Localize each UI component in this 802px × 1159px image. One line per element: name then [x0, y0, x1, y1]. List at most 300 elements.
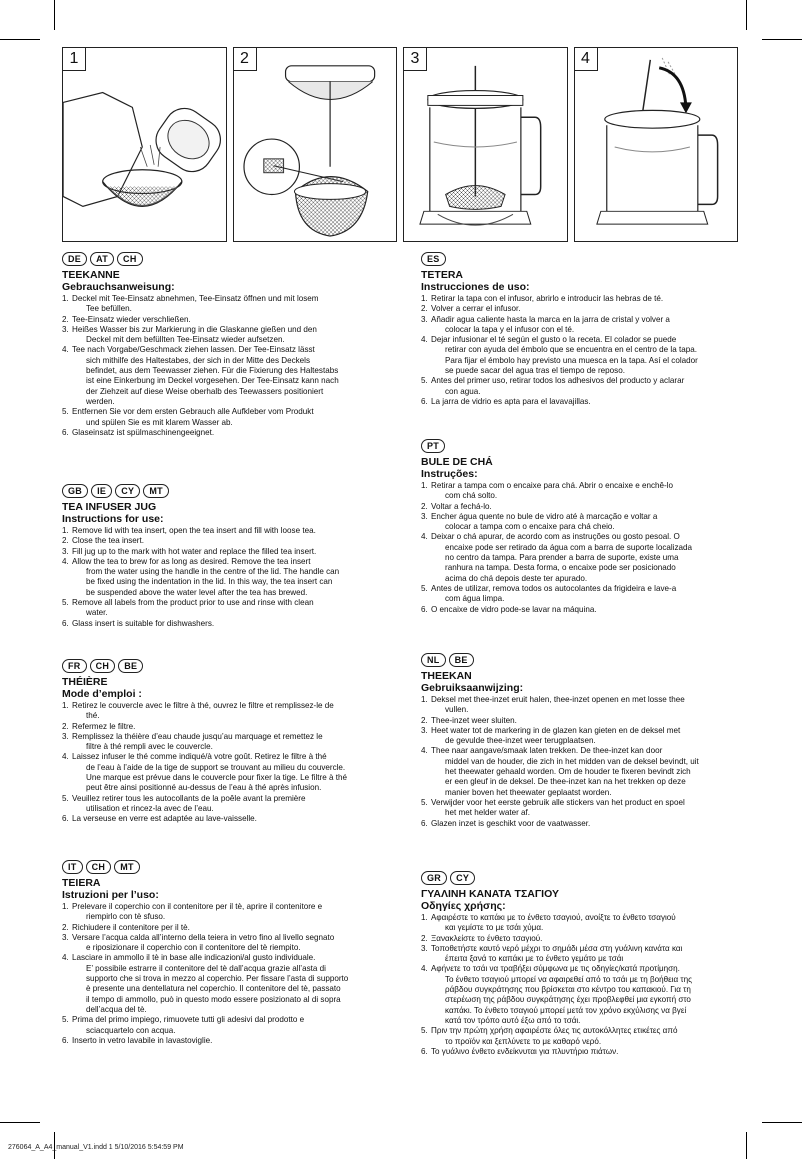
- item-number: 5.: [62, 598, 69, 608]
- item-text: Deixar o chá apurar, de acordo com as instruções ou gosto pesoal. O: [431, 532, 680, 542]
- panel-number: 1: [63, 48, 86, 71]
- item-text: Tee nach Vorgabe/Geschmack ziehen lassen. Der Tee-Einsatz lässt: [72, 345, 315, 355]
- item-text: Heet water tot de markering in de glazen kan gieten en de deksel met: [431, 725, 681, 735]
- list-item: [62, 902, 382, 923]
- list-item: [62, 933, 382, 954]
- country-code-badge: IT: [62, 860, 83, 874]
- item-number: 1.: [62, 701, 69, 710]
- list-item: [421, 913, 741, 934]
- item-text: [431, 726, 741, 747]
- item-text: La jarra de vidrio es apta para el lavavajillas.: [431, 396, 591, 406]
- item-text: Verwijder voor het eerste gebruik alle stickers van het product en spoel: [431, 797, 685, 807]
- list-item: [62, 294, 382, 315]
- item-text: [431, 695, 741, 716]
- country-code-badge: AT: [90, 252, 114, 266]
- item-text: Τοποθετήστε καυτό νερό μέχρι το σημάδι μέσα στη γυάλινη κανάτα και: [431, 943, 683, 953]
- item-text: thé.: [86, 711, 100, 721]
- print-slug: 276064_A_A4_manual_V1.indd 1 5/10/2016 5:54:59 PM: [8, 1144, 184, 1151]
- item-text: [72, 325, 382, 346]
- item-text: vullen.: [445, 705, 469, 715]
- item-text: Deckel mit dem befüllten Tee-Einsatz wieder aufsetzen.: [86, 335, 285, 345]
- item-text: Volver a cerrar el infusor.: [431, 304, 521, 314]
- item-text: Deksel met thee-inzet eruit halen, thee-inzet openen en met losse thee: [431, 695, 685, 704]
- panel-number: 2: [234, 48, 257, 71]
- item-text: il tempo di ammollo, può in questo modo essere posizionato al di sopra: [86, 994, 341, 1004]
- section-subtitle: Gebruiksaanwijzing:: [421, 682, 524, 694]
- section-title: THEEKAN: [421, 670, 472, 682]
- item-text: no centro da tampa. Para prender a barra de suporte, existe uma: [445, 553, 679, 563]
- item-text: peut être ainsi positionné au-dessus de l’eau à thé après infusion.: [86, 783, 322, 793]
- item-text: dell’acqua del tè.: [86, 1004, 147, 1014]
- list-item: [62, 701, 382, 722]
- item-number: 5.: [62, 1015, 69, 1025]
- item-number: 1.: [62, 294, 69, 303]
- list-item: [421, 819, 741, 829]
- item-text: Añadir agua caliente hasta la marca en la jarra de cristal y volver a: [431, 314, 670, 324]
- item-text: middel van de houder, die zich in het midden van de deksel bevindt, uit: [445, 756, 699, 766]
- list-item: [421, 605, 741, 615]
- item-text: Fill jug up to the mark with hot water and replace the filled tea insert.: [72, 546, 317, 556]
- item-text: Dejar infusionar el té según el gusto o la receta. El colador se puede: [431, 335, 677, 345]
- country-codes: [421, 439, 741, 453]
- item-text: com água limpa.: [445, 594, 505, 604]
- list-item: [62, 732, 382, 753]
- item-number: 2.: [421, 933, 428, 943]
- item-text: [431, 913, 741, 934]
- list-item: [421, 304, 741, 314]
- item-number: 3.: [421, 511, 428, 521]
- item-text: befindet, aus dem Teewasser ziehen. Für die Fixierung des Haltestabs: [86, 366, 339, 376]
- item-text: colocar a tampa com o encaixe para chá cheio.: [445, 522, 615, 532]
- country-code-badge: CY: [450, 871, 475, 885]
- list-item: [62, 722, 382, 732]
- item-text: κατά τον τρόπο αυτό έξω από το τσάι.: [445, 1015, 581, 1025]
- item-number: 3.: [62, 932, 69, 942]
- illustration-strip: [62, 47, 738, 242]
- item-number: 6.: [62, 427, 69, 437]
- list-item: [421, 532, 741, 583]
- item-text: La verseuse en verre est adaptée au lave-vaisselle.: [72, 814, 257, 824]
- item-text: Tee befüllen.: [86, 304, 132, 314]
- item-number: 6.: [421, 818, 428, 828]
- country-codes: [62, 484, 382, 498]
- item-text: το προϊόν και ξεπλύνετε το με καθαρό νερό.: [445, 1036, 602, 1046]
- item-text: Veuillez retirer tous les autocollants de la poêle avant la première: [72, 793, 306, 803]
- country-codes: [62, 659, 382, 673]
- item-text: [431, 481, 741, 502]
- country-codes: [62, 252, 382, 266]
- country-code-badge: GR: [421, 871, 447, 885]
- item-number: 2.: [62, 922, 69, 932]
- item-number: 5.: [421, 1026, 428, 1036]
- tea-jug-brewing-illustration: [404, 48, 567, 241]
- item-text: Inserto in vetro lavabile in lavastoviglie.: [72, 1035, 213, 1045]
- item-text: [72, 732, 382, 753]
- list-item: [421, 934, 741, 944]
- list-item: [421, 1047, 741, 1057]
- item-text: [431, 315, 741, 336]
- section-title: TEEKANNE: [62, 269, 120, 281]
- item-text: water.: [86, 608, 108, 618]
- country-code-badge: FR: [62, 659, 87, 673]
- item-text: colocar la tapa y el infusor con el té.: [445, 324, 575, 334]
- item-text: Close the tea insert.: [72, 536, 144, 546]
- section-title: BULE DE CHÁ: [421, 456, 493, 468]
- list-item: [62, 1036, 382, 1046]
- item-text: und spülen Sie es mit klarem Wasser ab.: [86, 417, 233, 427]
- item-text: Retirar a tampa com o encaixe para chá. Abrir o encaixe e enchê-lo: [431, 481, 674, 490]
- crop-mark: [54, 0, 55, 30]
- item-number: 5.: [62, 407, 69, 417]
- item-number: 4.: [421, 532, 428, 542]
- item-text: sich mithilfe des Haltestabes, der sich in der Mitte des Deckels: [86, 355, 311, 365]
- item-text: supporto che si trova in mezzo al coperchio. Per fissare l’asta di supporto: [86, 974, 349, 984]
- list-item: [62, 345, 382, 407]
- item-text: Versare l’acqua calda all’interno della teiera in vetro fino al livello segnato: [72, 932, 335, 942]
- list-item: [62, 619, 382, 629]
- item-text: καπάκι. Το ένθετο τσαγιού μπορεί μετά τον χρόνο εκχύλισης να βγεί: [445, 1005, 687, 1015]
- instruction-list: [421, 913, 741, 1057]
- item-text: riempirlo con tè sfuso.: [86, 912, 166, 922]
- section-subtitle: Instrucciones de uso:: [421, 281, 530, 293]
- item-text: Remplissez la théière d’eau chaude jusqu’au marquage et remettez le: [72, 731, 323, 741]
- item-text: E’ possibile estrarre il contenitore del tè dall’acqua grazie all’asta di: [86, 963, 326, 973]
- item-text: Lasciare in ammollo il tè in base alle indicazioni/al gusto individuale.: [72, 953, 316, 963]
- item-text: [431, 1026, 741, 1047]
- item-text: Encher água quente no bule de vidro até à marcação e voltar a: [431, 511, 658, 521]
- list-item: [421, 726, 741, 747]
- instruction-list: [62, 902, 382, 1046]
- instruction-list: [421, 481, 741, 615]
- item-text: Retirez le couvercle avec le filtre à thé, ouvrez le filtre et remplissez-le de: [72, 701, 334, 710]
- item-text: [431, 798, 741, 819]
- item-text: Retirar la tapa con el infusor, abrirlo e introducir las hebras de té.: [431, 294, 664, 303]
- item-text: [72, 557, 382, 598]
- item-text: Une marque est prévue dans le couvercle pour fixer la tige. Le filtre à thé: [86, 773, 347, 783]
- list-item: [421, 695, 741, 716]
- list-item: [62, 325, 382, 346]
- list-item: [62, 814, 382, 824]
- item-text: se puede sacar del agua tras el tiempo de reposo.: [445, 366, 625, 376]
- item-number: 2.: [62, 536, 69, 546]
- country-code-badge: CH: [117, 252, 143, 266]
- item-text: het theewater gehaald worden. Om de houder te fixeren bevindt zich: [445, 767, 691, 777]
- section-subtitle: Οδηγίες χρήσης:: [421, 900, 506, 912]
- crop-mark: [762, 39, 802, 40]
- country-code-badge: IE: [91, 484, 112, 498]
- item-text: [72, 345, 382, 407]
- section-fr: [62, 659, 382, 825]
- item-text: Glazen inzet is geschikt voor de vaatwasser.: [431, 818, 591, 828]
- item-number: 1.: [421, 294, 428, 303]
- item-text: from the water using the handle in the centre of the lid. The handle can: [86, 567, 340, 577]
- item-text: de l’eau à l’aide de la tige de support se trouvant au milieu du couvercle.: [86, 762, 346, 772]
- list-item: [421, 397, 741, 407]
- list-item: [62, 794, 382, 815]
- item-text: [431, 376, 741, 397]
- section-subtitle: Mode d’emploi :: [62, 688, 142, 700]
- panel-number: 4: [575, 48, 598, 71]
- item-text: Para fijar el émbolo hay previsto una muesca en la tapa. Así el colador: [445, 355, 698, 365]
- country-code-badge: BE: [449, 653, 474, 667]
- country-codes: [421, 871, 741, 885]
- list-item: [62, 923, 382, 933]
- section-gr: [421, 871, 741, 1057]
- country-code-badge: DE: [62, 252, 87, 266]
- list-item: [62, 407, 382, 428]
- item-text: Tee-Einsatz wieder verschließen.: [72, 314, 191, 324]
- list-item: [421, 376, 741, 397]
- item-text: Αφήνετε το τσάι να τραβήξει σύμφωνα με τις οδηγίες/κατά προτίμηση.: [431, 964, 680, 974]
- tea-infuser-close-illustration: [234, 48, 397, 241]
- item-number: 4.: [421, 335, 428, 345]
- item-number: 4.: [62, 953, 69, 963]
- item-text: [431, 746, 741, 797]
- country-code-badge: GB: [62, 484, 88, 498]
- item-text: [431, 944, 741, 965]
- item-text: Thee-inzet weer sluiten.: [431, 715, 517, 725]
- item-number: 4.: [62, 556, 69, 566]
- item-text: Πριν την πρώτη χρήση αφαιρέστε όλες τις αυτοκόλλητες ετικέτες από: [431, 1026, 678, 1036]
- item-text: der Ziehzeit auf diese Weise oberhalb des Teewassers positioniert: [86, 386, 324, 396]
- item-text: [72, 407, 382, 428]
- item-text: è presente una dentellatura nel coperchio. Il contenitore del tè, passato: [86, 984, 341, 994]
- crop-mark: [0, 39, 40, 40]
- section-gb: [62, 484, 382, 629]
- list-item: [62, 1015, 382, 1036]
- item-text: Glass insert is suitable for dishwashers.: [72, 618, 215, 628]
- section-subtitle: Istruzioni per l’uso:: [62, 889, 159, 901]
- item-text: Prima del primo impiego, rimuovete tutti gli adesivi dal prodotto e: [72, 1015, 305, 1025]
- item-text: het met helder water af.: [445, 808, 531, 818]
- item-text: e riposizionare il coperchio con il contenitore del tè riempito.: [86, 943, 301, 953]
- item-number: 2.: [421, 501, 428, 511]
- item-text: Allow the tea to brew for as long as desired. Remove the tea insert: [72, 556, 311, 566]
- country-code-badge: NL: [421, 653, 446, 667]
- country-codes: [421, 252, 741, 266]
- item-number: 3.: [421, 314, 428, 324]
- item-text: [72, 1015, 382, 1036]
- list-item: [421, 512, 741, 533]
- crop-mark: [762, 1122, 802, 1123]
- list-item: [62, 557, 382, 598]
- item-number: 4.: [62, 345, 69, 355]
- item-text: Remove all labels from the product prior to use and rinse with clean: [72, 598, 314, 608]
- item-text: [431, 584, 741, 605]
- item-text: Thee naar aangave/smaak laten trekken. De thee-inzet kan door: [431, 746, 663, 756]
- item-number: 6.: [62, 618, 69, 628]
- item-number: 2.: [421, 715, 428, 725]
- list-item: [62, 536, 382, 546]
- instruction-list: [421, 294, 741, 407]
- item-text: Το ένθετο τσαγιού μπορεί να αφαιρεθεί από το τσάι με τη βοήθεια της: [445, 974, 693, 984]
- item-text: manier boven het theewater geplaatst worden.: [445, 787, 612, 797]
- country-code-badge: CY: [115, 484, 140, 498]
- instruction-list: [62, 526, 382, 629]
- item-text: com chá solto.: [445, 491, 498, 501]
- item-text: [72, 752, 382, 793]
- item-text: Refermez le filtre.: [72, 721, 136, 731]
- item-number: 3.: [421, 943, 428, 953]
- item-text: acima do chá depois deste ter apurado.: [445, 573, 588, 583]
- item-text: έπειτα ξανά το καπάκι με το ένθετο γεμάτο με τσάι: [445, 954, 624, 964]
- section-it: [62, 860, 382, 1046]
- item-text: και γεμίστε το με τσάι χύμα.: [445, 923, 544, 933]
- section-title: TETERA: [421, 269, 463, 281]
- item-number: 5.: [421, 797, 428, 807]
- section-subtitle: Instructions for use:: [62, 513, 164, 525]
- illustration-panel-2: [233, 47, 398, 242]
- item-number: 3.: [62, 731, 69, 741]
- item-number: 5.: [421, 376, 428, 386]
- item-text: Voltar a fechá-lo.: [431, 501, 492, 511]
- item-text: utilisation et rincez-la avec de l’eau.: [86, 803, 214, 813]
- list-item: [421, 315, 741, 336]
- country-code-badge: CH: [90, 659, 116, 673]
- item-number: 4.: [62, 752, 69, 762]
- tea-infuser-open-illustration: [63, 48, 226, 241]
- item-text: be fixed using the indentation in the lid. In this way, the tea insert can: [86, 577, 333, 587]
- section-title: TEA INFUSER JUG: [62, 501, 157, 513]
- item-text: Remove lid with tea insert, open the tea insert and fill with loose tea.: [72, 526, 316, 535]
- item-text: Entfernen Sie vor dem ersten Gebrauch alle Aufkleber vom Produkt: [72, 407, 314, 417]
- instruction-list: [62, 701, 382, 825]
- panel-number: 3: [404, 48, 427, 71]
- crop-mark: [746, 1132, 747, 1159]
- section-pt: [421, 439, 741, 615]
- list-item: [62, 752, 382, 793]
- section-subtitle: Gebrauchsanweisung:: [62, 281, 175, 293]
- item-text: Antes de utilizar, remova todos os autocolantes da frigideira e lave-a: [431, 583, 677, 593]
- section-title: THÉIÈRE: [62, 676, 108, 688]
- list-item: [421, 481, 741, 502]
- list-item: [62, 598, 382, 619]
- country-code-badge: MT: [143, 484, 169, 498]
- item-number: 1.: [62, 526, 69, 535]
- item-text: de gevulde thee-inzet weer terugplaatsen.: [445, 736, 596, 746]
- item-text: [72, 294, 382, 315]
- item-text: be suspended above the water level after the tea has brewed.: [86, 587, 308, 597]
- illustration-panel-3: [403, 47, 568, 242]
- item-number: 2.: [62, 314, 69, 324]
- item-text: Richiudere il contenitore per il tè.: [72, 922, 190, 932]
- item-number: 3.: [421, 725, 428, 735]
- item-number: 4.: [421, 964, 428, 974]
- item-text: ist eine Einkerbung im Deckel vorgesehen. Der Tee-Einsatz kann nach: [86, 376, 339, 386]
- list-item: [62, 526, 382, 536]
- list-item: [421, 584, 741, 605]
- item-text: ράβδου συγκράτησης που βρίσκεται στο κέντρο του καπακιού. Για τη: [445, 985, 691, 995]
- item-text: [72, 598, 382, 619]
- list-item: [421, 964, 741, 1026]
- instruction-list: [62, 294, 382, 438]
- item-number: 5.: [62, 793, 69, 803]
- section-title: ΓΥΑΛΙΝΗ ΚΑΝΑΤΑ ΤΣΑΓΙΟΥ: [421, 888, 559, 900]
- crop-mark: [0, 1122, 40, 1123]
- section-de: [62, 252, 382, 438]
- list-item: [421, 1026, 741, 1047]
- item-text: [431, 532, 741, 583]
- item-number: 6.: [421, 604, 428, 614]
- country-code-badge: PT: [421, 439, 445, 453]
- item-number: 3.: [62, 324, 69, 334]
- country-code-badge: CH: [86, 860, 112, 874]
- item-number: 6.: [421, 396, 428, 406]
- list-item: [62, 547, 382, 557]
- item-number: 2.: [62, 721, 69, 731]
- item-text: [72, 701, 382, 722]
- country-code-badge: MT: [114, 860, 140, 874]
- item-text: [72, 933, 382, 954]
- list-item: [421, 746, 741, 797]
- item-number: 1.: [421, 913, 428, 922]
- crop-mark: [746, 0, 747, 30]
- item-text: encaixe pode ser retirado da água com a barra de suporte localizada: [445, 542, 693, 552]
- country-codes: [62, 860, 382, 874]
- list-item: [421, 798, 741, 819]
- item-text: [431, 335, 741, 376]
- item-text: στερέωση της ράβδου συγκράτησης έχει προβλεφθεί μια εγκοπή στο: [445, 995, 691, 1005]
- item-number: 1.: [62, 902, 69, 911]
- item-number: 3.: [62, 546, 69, 556]
- item-number: 5.: [421, 583, 428, 593]
- item-text: Antes del primer uso, retirar todos los adhesivos del producto y aclarar: [431, 376, 685, 386]
- item-number: 6.: [421, 1046, 428, 1056]
- item-text: [431, 964, 741, 1026]
- item-text: Heißes Wasser bis zur Markierung in die Glaskanne gießen und den: [72, 324, 317, 334]
- item-text: Laissez infuser le thé comme indiqué/à votre goût. Retirez le filtre à thé: [72, 752, 327, 762]
- item-text: Το γυάλινο ένθετο ενδείκνυται για πλυντήριο πιάτων.: [431, 1046, 619, 1056]
- item-number: 2.: [421, 304, 428, 314]
- country-code-badge: BE: [118, 659, 143, 673]
- item-number: 6.: [62, 1035, 69, 1045]
- item-text: [72, 953, 382, 1015]
- list-item: [421, 294, 741, 304]
- country-codes: [421, 653, 741, 667]
- list-item: [421, 716, 741, 726]
- item-text: O encaixe de vidro pode-se lavar na máquina.: [431, 604, 597, 614]
- item-text: filtre à thé rempli avec le couvercle.: [86, 742, 213, 752]
- illustration-panel-1: [62, 47, 227, 242]
- item-text: er een gleuf in de deksel. De thee-inzet kan na het trekken op deze: [445, 777, 686, 787]
- country-code-badge: ES: [421, 252, 446, 266]
- list-item: [421, 944, 741, 965]
- item-text: werden.: [86, 396, 115, 406]
- item-text: Deckel mit Tee-Einsatz abnehmen, Tee-Einsatz öffnen und mit losem: [72, 294, 319, 303]
- item-text: [72, 902, 382, 923]
- item-text: con agua.: [445, 386, 481, 396]
- list-item: [421, 335, 741, 376]
- item-text: sciacquartelo con acqua.: [86, 1025, 176, 1035]
- section-title: TEIERA: [62, 877, 101, 889]
- list-item: [421, 502, 741, 512]
- item-number: 1.: [421, 481, 428, 490]
- illustration-panel-4: [574, 47, 739, 242]
- item-text: [431, 512, 741, 533]
- tea-jug-lift-infuser-illustration: [575, 48, 738, 241]
- instruction-list: [421, 695, 741, 829]
- section-nl: [421, 653, 741, 829]
- item-text: Αφαιρέστε το καπάκι με το ένθετο τσαγιού, ανοίξτε το ένθετο τσαγιού: [431, 913, 676, 922]
- item-number: 6.: [62, 814, 69, 824]
- section-es: [421, 252, 741, 407]
- item-number: 1.: [421, 695, 428, 704]
- list-item: [62, 428, 382, 438]
- item-text: Prelevare il coperchio con il contenitore per il tè, aprire il contenitore e: [72, 902, 323, 911]
- item-text: retirar con ayuda del émbolo que se encuentra en el centro de la tapa.: [445, 345, 697, 355]
- list-item: [62, 315, 382, 325]
- item-text: Glaseinsatz ist spülmaschinengeeignet.: [72, 427, 215, 437]
